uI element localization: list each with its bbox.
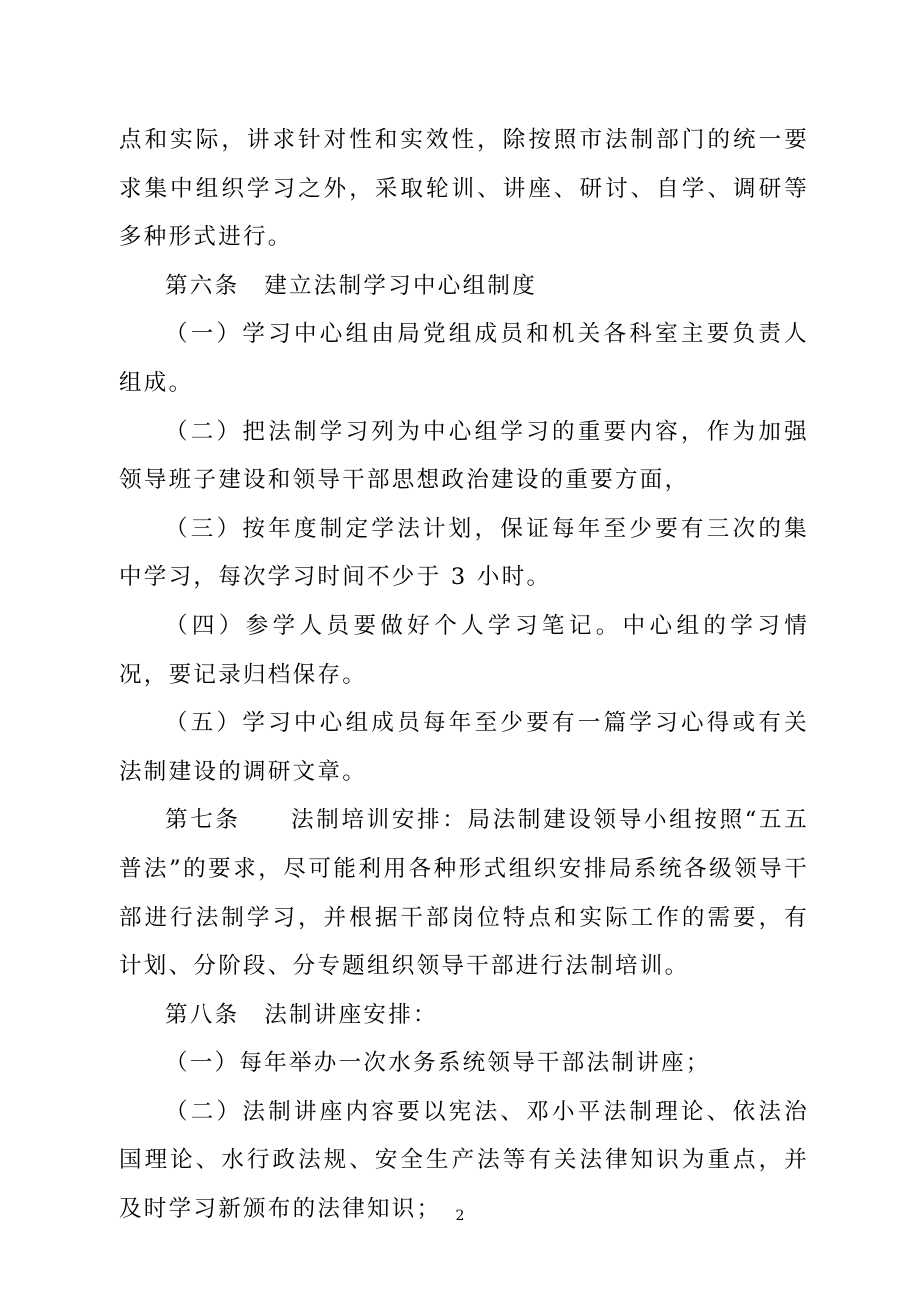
article-6-item-2: （二）把法制学习列为中心组学习的重要内容，作为加强领导班子建设和领导干部思想政治建设的重要方面， xyxy=(119,418,809,494)
article-6-item-3: （三）按年度制定学法计划，保证每年至少要有三次的集中学习，每次学习时间不少于 3 小时。 xyxy=(119,515,809,591)
article-8-item-2: （二）法制讲座内容要以宪法、邓小平法制理论、依法治国理论、水行政法规、安全生产法等有关法律知识为重点，并及时学习新颁布的法律知识； xyxy=(119,1098,809,1223)
article-6-item-1: （一）学习中心组由局党组成员和机关各科室主要负责人组成。 xyxy=(119,321,809,396)
document-body xyxy=(119,116,809,1234)
article-6-item-5: （五）学习中心组成员每年至少要有一篇学习心得或有关法制建设的调研文章。 xyxy=(119,710,809,785)
article-7-paragraph: 第七条 法制培训安排：局法制建设领导小组按照“五五普法”的要求，尽可能利用各种形式组织安排局系统各级领导干部进行法制学习，并根据干部岗位特点和实际工作的需要，有计划、分阶段、分专题组织领导干部进行法制培训。 xyxy=(119,807,809,980)
article-6-heading: 第六条 建立法制学习中心组制度 xyxy=(165,272,538,299)
article-8-heading: 第八条 法制讲座安排： xyxy=(165,1001,438,1028)
article-6-item-4: （四）参学人员要做好个人学习笔记。中心组的学习情况，要记录归档保存。 xyxy=(119,612,809,688)
article-8-item-1: （一）每年举办一次水务系统领导干部法制讲座； xyxy=(165,1050,711,1077)
page-number: 2 xyxy=(455,1208,465,1224)
paragraph-continuation: 点和实际，讲求针对性和实效性，除按照市法制部门的统一要求集中组织学习之外，采取轮训、讲座、研讨、自学、调研等多种形式进行。 xyxy=(119,127,809,251)
